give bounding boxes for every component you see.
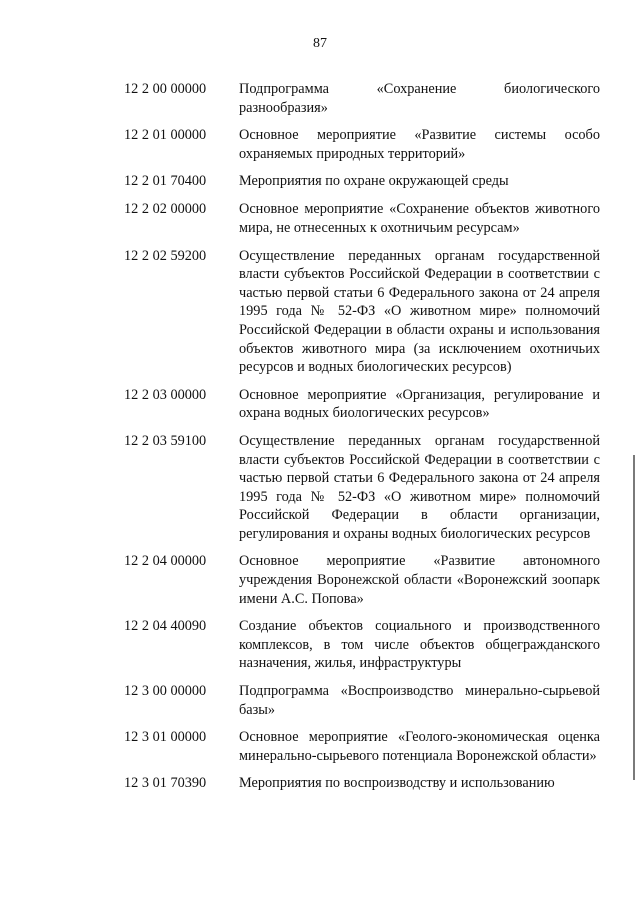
classification-row bbox=[124, 80, 604, 117]
classification-row bbox=[124, 126, 604, 163]
classification-row bbox=[124, 172, 604, 191]
classification-row bbox=[124, 386, 604, 423]
page-number: 87 bbox=[313, 36, 327, 51]
row-description: Основное мероприятие «Сохранение объектов животного мира, не отнесенных к охотничьим ресурсам» bbox=[239, 201, 600, 236]
row-description: Мероприятия по охране окружающей среды bbox=[239, 173, 509, 190]
classification-row bbox=[124, 552, 604, 608]
budget-code: 12 2 01 00000 bbox=[124, 127, 207, 144]
classification-list bbox=[124, 80, 604, 802]
budget-code: 12 2 00 00000 bbox=[124, 81, 207, 97]
budget-code: 12 2 04 40090 bbox=[124, 618, 207, 635]
classification-row bbox=[124, 247, 604, 377]
row-description: Осуществление переданных органам государственной власти субъектов Российской Федерации в соответствии с частью первой статьи 6 Федерального закона от 24 апреля 1995 года № 52-ФЗ «О животном мире» полномочий Российской Федерации в области охраны и использования объектов животного мира (за исключением охотничьих ресурсов и водных биологических ресурсов) bbox=[239, 247, 600, 376]
row-description: Подпрограмма «Воспроизводство минерально-сырьевой базы» bbox=[239, 683, 600, 718]
classification-row bbox=[124, 774, 604, 793]
budget-code: 12 2 03 59100 bbox=[124, 432, 207, 449]
budget-code: 12 2 02 59200 bbox=[124, 247, 207, 264]
row-description: Мероприятия по воспроизводству и использованию bbox=[239, 775, 555, 792]
row-description: Основное мероприятие «Развитие автономного учреждения Воронежской области «Воронежский зоопарк имени А.С. Попова» bbox=[239, 553, 600, 607]
classification-row bbox=[124, 617, 604, 673]
row-description: Основное мероприятие «Организация, регулирование и охрана водных биологических ресурсов» bbox=[239, 386, 600, 422]
row-description: Основное мероприятие «Геолого-экономическая оценка минерально-сырьевого потенциала Воронежской области» bbox=[239, 729, 600, 764]
row-description: Создание объектов социального и производственного комплексов, в том числе объектов общегражданского назначения, жилья, инфраструктуры bbox=[239, 618, 600, 672]
classification-row bbox=[124, 200, 604, 237]
classification-row bbox=[124, 728, 604, 765]
row-description: Основное мероприятие «Развитие системы особо охраняемых природных территорий» bbox=[239, 127, 600, 162]
row-description: Осуществление переданных органам государственной власти субъектов Российской Федерации в соответствии с частью первой статьи 6 Федерального закона от 24 апреля 1995 года № 52-ФЗ «О животном мире» полномочий Российской Федерации в области организации, регулирования и охраны водных биологических ресурсов bbox=[239, 432, 600, 542]
budget-code: 12 2 03 00000 bbox=[124, 386, 207, 403]
scan-edge-line bbox=[633, 455, 635, 780]
classification-row bbox=[124, 682, 604, 719]
budget-code: 12 2 01 70400 bbox=[124, 173, 207, 190]
budget-code: 12 2 02 00000 bbox=[124, 201, 207, 218]
budget-code: 12 3 01 00000 bbox=[124, 729, 207, 746]
row-description: Подпрограмма «Сохранение биологического разнообразия» bbox=[239, 81, 600, 116]
budget-code: 12 3 00 00000 bbox=[124, 683, 207, 700]
budget-code: 12 2 04 00000 bbox=[124, 553, 207, 570]
classification-row bbox=[124, 432, 604, 544]
budget-code: 12 3 01 70390 bbox=[124, 775, 207, 792]
